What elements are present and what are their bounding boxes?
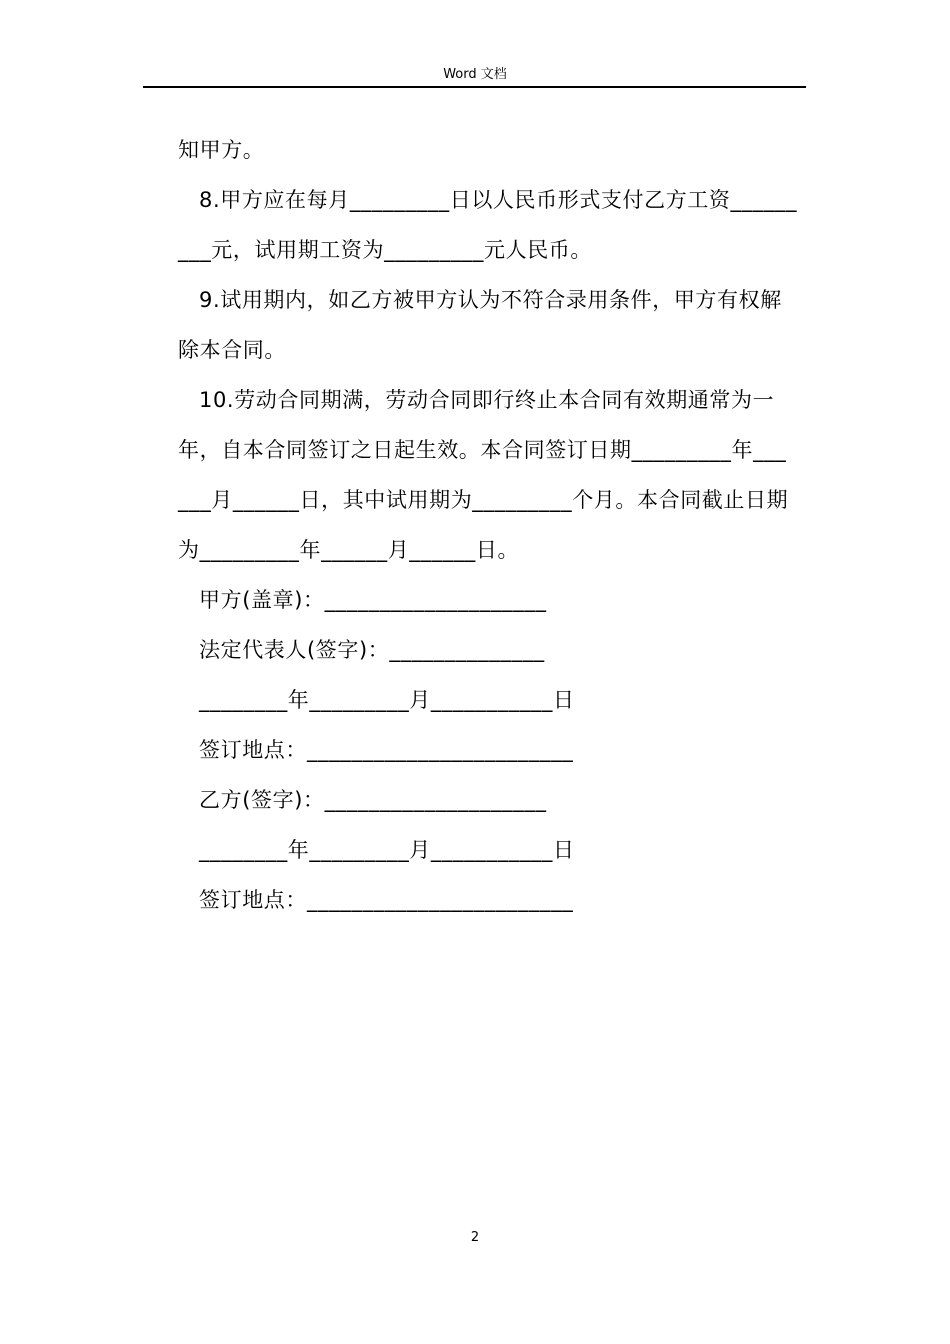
- body-line: 8.甲方应在每月_________日以人民币形式支付乙方工资______: [199, 188, 798, 212]
- party-a-date-line: ________年_________月___________日: [199, 688, 575, 712]
- header-divider: [143, 86, 806, 88]
- body-line: 9.试用期内，如乙方被甲方认为不符合录用条件，甲方有权解: [199, 288, 782, 312]
- body-line: ___元，试用期工资为_________元人民币。: [178, 238, 592, 262]
- body-line: ___月______日，其中试用期为_________个月。本合同截止日期: [178, 488, 789, 512]
- page-number: 2: [470, 1230, 480, 1245]
- body-line: 为_________年______月______日。: [178, 538, 520, 562]
- party-a-place-line: 签订地点：________________________: [199, 738, 574, 762]
- party-b-date-line: ________年_________月___________日: [199, 838, 575, 862]
- body-line: 知甲方。: [178, 138, 265, 162]
- legal-representative-line: 法定代表人(签字)：______________: [199, 638, 545, 662]
- party-a-seal-line: 甲方(盖章)：____________________: [199, 588, 547, 612]
- header-title: Word 文档: [443, 67, 507, 82]
- body-line: 年，自本合同签订之日起生效。本合同签订日期_________年___: [178, 438, 787, 462]
- party-b-place-line: 签订地点：________________________: [199, 888, 574, 912]
- body-line: 10.劳动合同期满，劳动合同即行终止本合同有效期通常为一: [199, 388, 775, 412]
- party-b-signature-line: 乙方(签字)：____________________: [199, 788, 547, 812]
- body-line: 除本合同。: [178, 338, 286, 362]
